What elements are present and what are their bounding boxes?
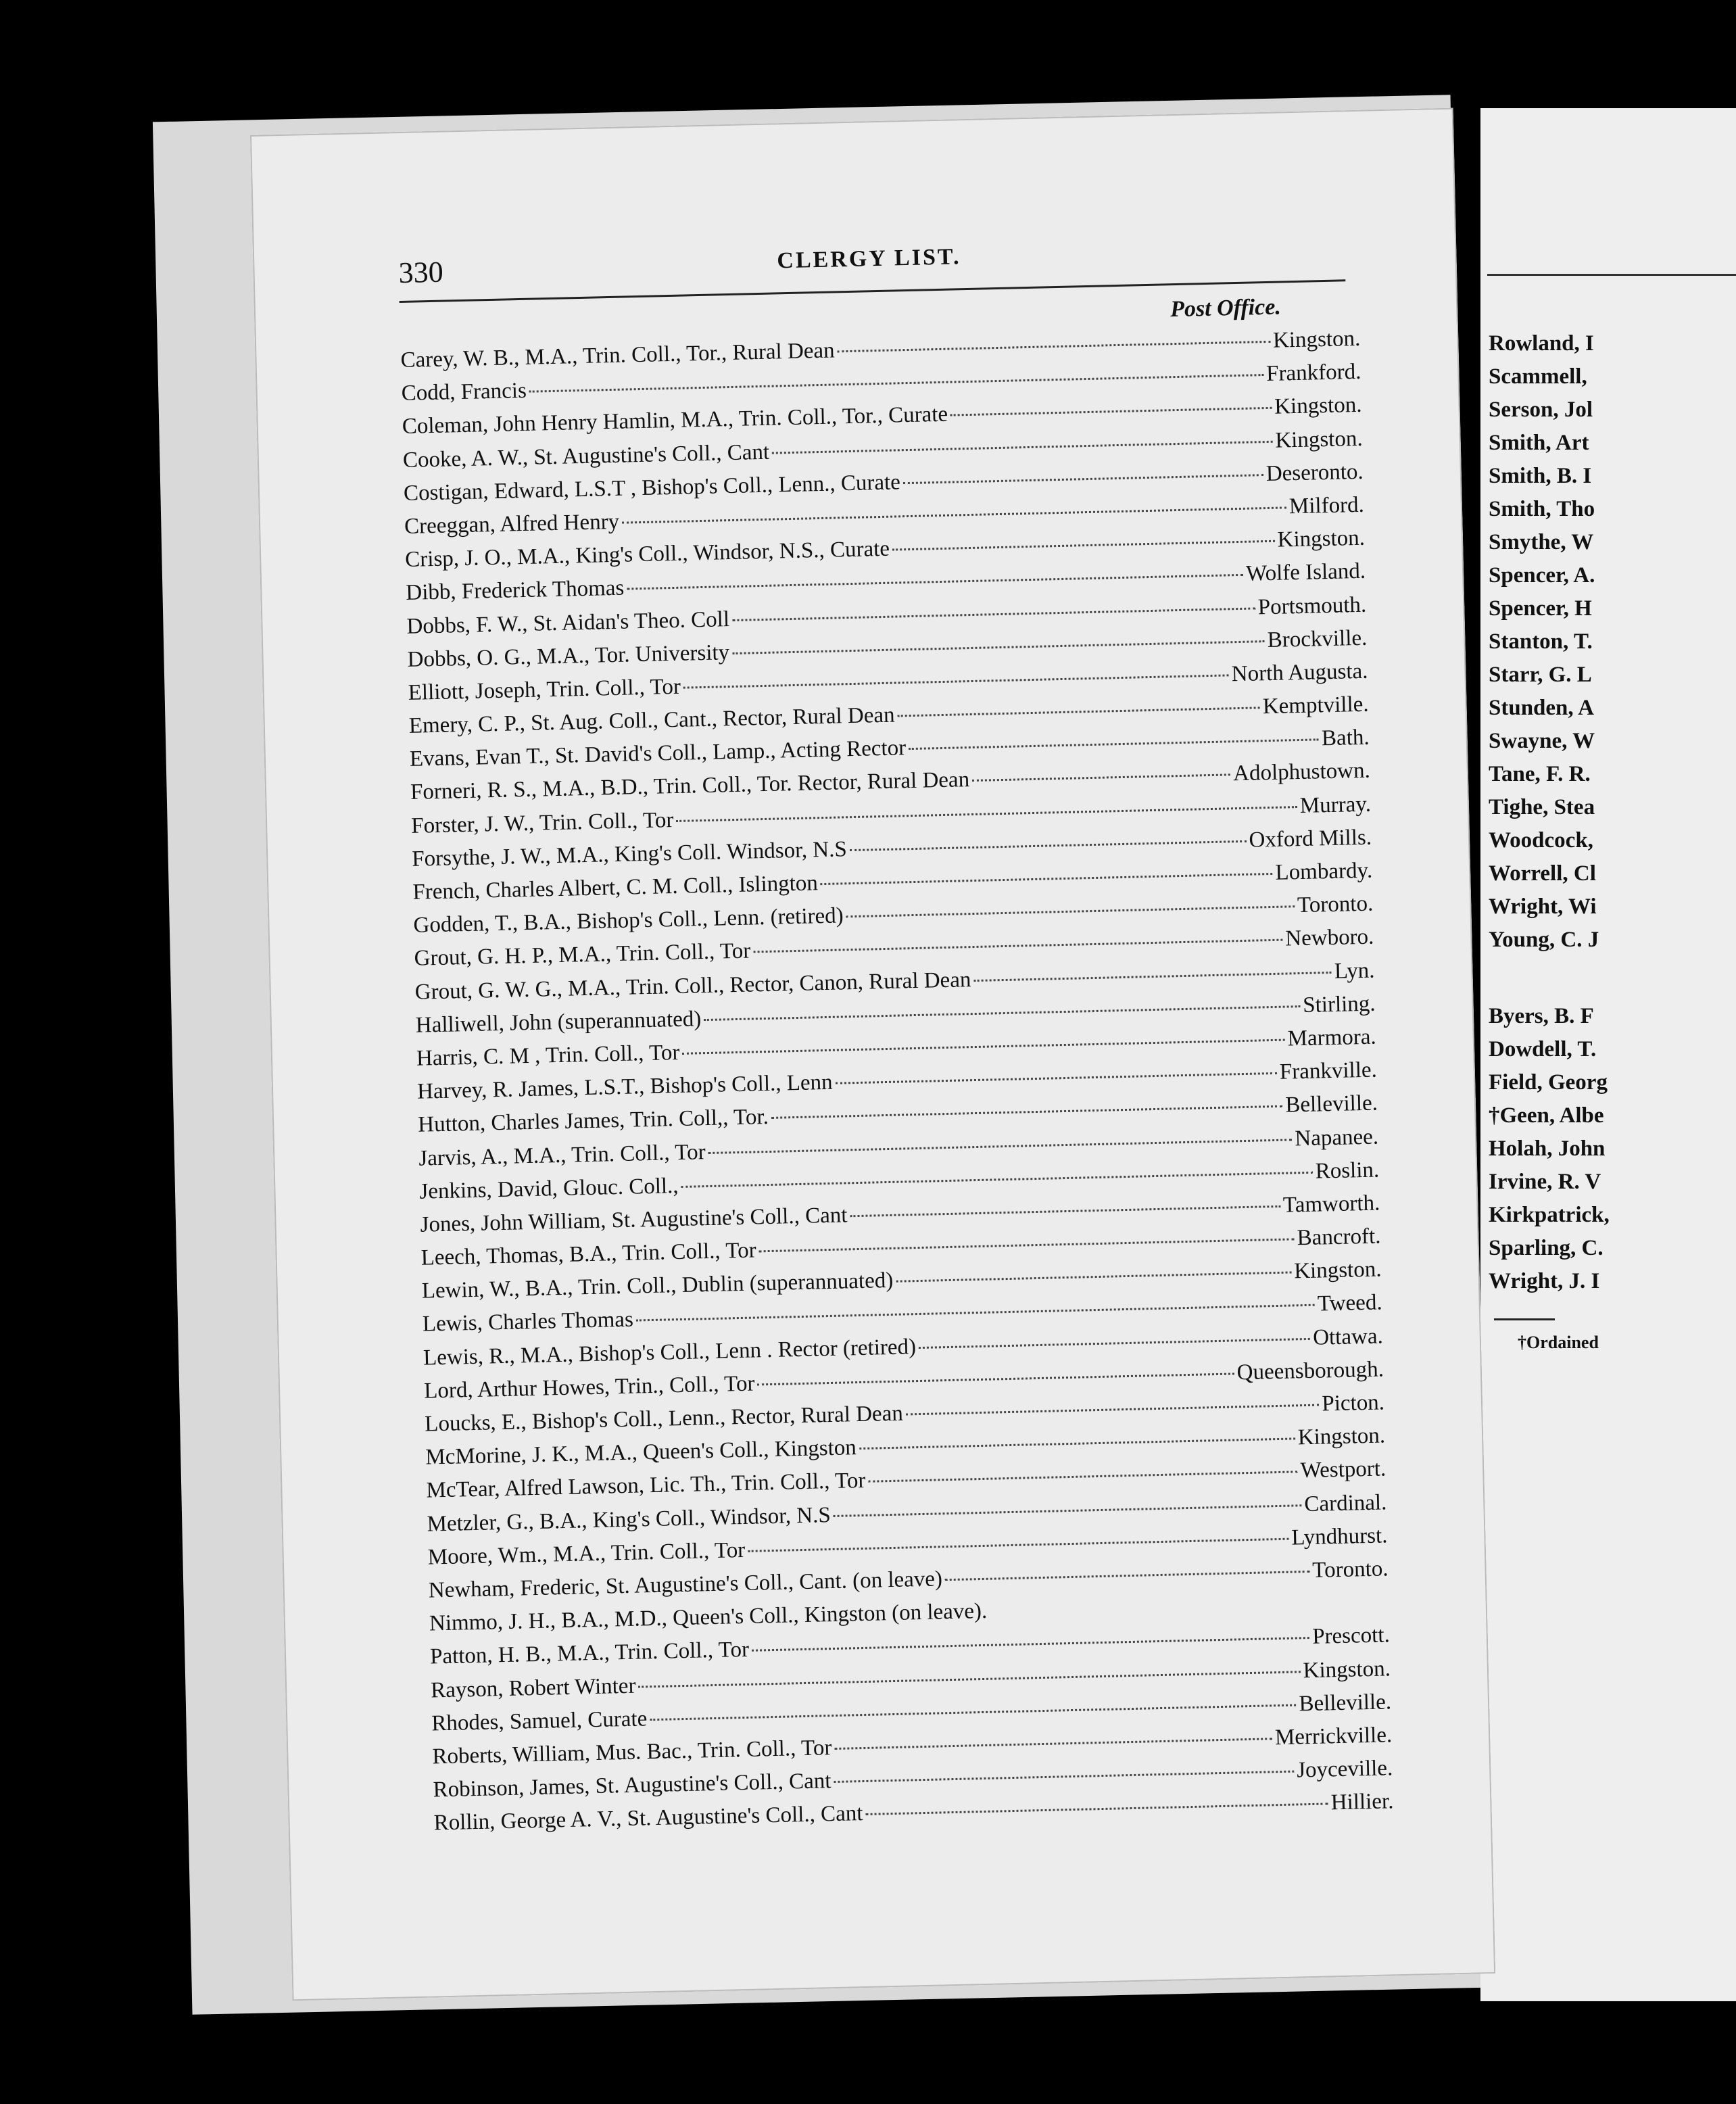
dot-leader	[909, 739, 1319, 750]
page-title: CLERGY LIST.	[776, 244, 961, 274]
clergy-name: Dobbs, O. G., M.A., Tor. University	[407, 640, 730, 672]
post-office: Marmora.	[1287, 1024, 1377, 1051]
clergy-name: Jenkins, David, Glouc. Coll.,	[419, 1173, 679, 1204]
post-office: Belleville.	[1284, 1091, 1378, 1118]
clergy-name: Dibb, Frederick Thomas	[406, 575, 625, 606]
dot-leader	[892, 540, 1275, 551]
clergy-name: Patton, H. B., M.A., Trin. Coll., Tor	[429, 1637, 750, 1669]
facing-page-entry: Field, Georg	[1489, 1070, 1608, 1095]
facing-page-entry: Stunden, A	[1489, 696, 1594, 720]
facing-page-gap	[1480, 961, 1736, 1004]
dot-leader	[757, 1372, 1234, 1385]
post-office: Stirling.	[1302, 991, 1376, 1018]
post-office: Bancroft.	[1297, 1224, 1381, 1251]
dot-leader	[868, 1471, 1297, 1483]
facing-page-entry: Irvine, R. V	[1489, 1170, 1601, 1194]
post-office: Cardinal.	[1304, 1489, 1387, 1516]
post-office: Joyceville.	[1296, 1756, 1393, 1783]
facing-page-entry: Starr, G. L	[1489, 663, 1592, 687]
dot-leader	[772, 440, 1272, 454]
clergy-name: Leech, Thomas, B.A., Trin. Coll., Tor	[420, 1238, 757, 1270]
dot-leader	[622, 506, 1286, 523]
facing-page-entry: Spencer, H	[1489, 596, 1592, 621]
post-office: Kingston.	[1293, 1257, 1382, 1284]
page-number: 330	[398, 255, 444, 290]
facing-page-entry: Smith, Tho	[1489, 497, 1595, 521]
clergy-name: Elliott, Joseph, Trin. Coll., Tor	[408, 674, 681, 705]
dot-leader	[834, 1771, 1294, 1783]
clergy-name: French, Charles Albert, C. M. Coll., Islington	[412, 871, 819, 905]
clergy-name: Emery, C. P., St. Aug. Coll., Cant., Rector, Rural Dean	[408, 702, 895, 738]
post-office: Brockville.	[1267, 625, 1368, 652]
dot-leader	[682, 1039, 1284, 1055]
post-office: Lyn.	[1334, 958, 1375, 984]
clergy-name: Crisp, J. O., M.A., King's Coll., Windsor, N.S., Curate	[404, 536, 890, 573]
dot-leader	[846, 905, 1295, 917]
clergy-name: Rayson, Robert Winter	[430, 1673, 636, 1703]
dot-leader	[850, 1205, 1280, 1217]
facing-page-entry: Scammell,	[1489, 364, 1587, 389]
post-office: Murray.	[1299, 792, 1372, 818]
post-office: Newboro.	[1284, 924, 1374, 951]
clergy-name: Roberts, William, Mus. Bac., Trin. Coll., Tor	[432, 1735, 832, 1769]
dot-leader	[771, 1105, 1283, 1119]
clergy-name: Robinson, James, St. Augustine's Coll., Cant	[433, 1769, 831, 1802]
dot-leader	[896, 1272, 1291, 1283]
post-office: Kingston.	[1274, 393, 1362, 420]
post-office: Lombardy.	[1275, 858, 1373, 885]
clergy-name: Forneri, R. S., M.A., B.D., Trin. Coll., Tor. Rector, Rural Dean	[410, 767, 970, 805]
post-office: Toronto.	[1297, 891, 1374, 918]
dot-leader	[834, 1738, 1272, 1750]
clergy-name: Grout, G. W. G., M.A., Trin. Coll., Rector, Canon, Rural Dean	[414, 967, 971, 1005]
clergy-name: Carey, W. B., M.A., Trin. Coll., Tor., Rural Dean	[400, 338, 835, 373]
facing-page-entry: Dowdell, T.	[1489, 1037, 1597, 1061]
facing-page-entry: Woodcock,	[1489, 828, 1593, 853]
post-office: North Augusta.	[1231, 659, 1368, 687]
facing-page-entry: Rowland, I	[1489, 331, 1594, 356]
facing-page-entry: Worrell, Cl	[1489, 861, 1596, 886]
facing-page-entry: Swayne, W	[1489, 729, 1595, 753]
facing-page-entry: Sparling, C.	[1489, 1236, 1604, 1260]
dot-leader	[950, 407, 1272, 416]
clergy-name: Rhodes, Samuel, Curate	[431, 1706, 648, 1736]
clergy-name: Newham, Frederic, St. Augustine's Coll., Cant. (on leave)	[428, 1567, 943, 1603]
post-office-column-label: Post Office.	[1170, 294, 1282, 322]
clergy-name: Forster, J. W., Trin. Coll., Tor	[410, 807, 674, 838]
dot-leader	[834, 1504, 1302, 1517]
clergy-name: Rollin, George A. V., St. Augustine's Coll., Cant	[433, 1801, 863, 1836]
dot-leader	[650, 1704, 1296, 1721]
post-office: Picton.	[1321, 1390, 1385, 1416]
clergy-name: Hutton, Charles James, Trin. Coll,, Tor.	[417, 1105, 769, 1138]
post-office: Lyndhurst.	[1291, 1523, 1388, 1550]
dot-leader	[529, 374, 1263, 393]
facing-page-entry: Holah, John	[1489, 1137, 1606, 1161]
dot-leader	[708, 1139, 1293, 1154]
post-office: Frankford.	[1265, 359, 1361, 387]
dot-leader	[836, 1072, 1277, 1084]
clergy-name: Moore, Wm., M.A., Trin. Coll., Tor	[427, 1537, 746, 1570]
facing-page-entry: Wright, J. I	[1489, 1269, 1600, 1293]
clergy-entries	[400, 327, 1394, 1844]
facing-page-entry: Kirkpatrick,	[1489, 1203, 1610, 1227]
dot-leader	[752, 1637, 1309, 1652]
post-office: Tamworth.	[1282, 1191, 1380, 1218]
clergy-name: Costigan, Edward, L.S.T , Bishop's Coll., Lenn., Curate	[403, 470, 901, 506]
clergy-name: Grout, G. H. P., M.A., Trin. Coll., Tor	[414, 938, 751, 972]
dot-leader	[732, 607, 1255, 621]
dot-leader	[753, 939, 1282, 953]
facing-page-footnote: †Ordained	[1518, 1333, 1599, 1352]
post-office: Hillier.	[1330, 1789, 1394, 1815]
clergy-name: Coleman, John Henry Hamlin, M.A., Trin. Coll., Tor., Curate	[402, 402, 948, 439]
post-office: Kingston.	[1272, 326, 1361, 353]
post-office: Prescott.	[1311, 1623, 1391, 1650]
clergy-name: Dobbs, F. W., St. Aidan's Theo. Coll	[406, 606, 730, 639]
facing-page-entry: Smith, B. I	[1489, 464, 1592, 488]
post-office: Deseronto.	[1265, 459, 1364, 486]
post-office: Frankville.	[1279, 1057, 1378, 1084]
clergy-name: Halliwell, John (superannuated)	[415, 1006, 702, 1038]
clergy-name: Lewis, R., M.A., Bishop's Coll., Lenn . Rector (retired)	[423, 1334, 917, 1370]
clergy-name: Harvey, R. James, L.S.T., Bishop's Coll., Lenn	[416, 1070, 833, 1104]
dot-leader	[838, 341, 1270, 353]
clergy-name: Lewis, Charles Thomas	[422, 1308, 634, 1337]
clergy-name: Godden, T., B.A., Bishop's Coll., Lenn. (retired)	[413, 903, 844, 938]
post-office: Kingston.	[1274, 426, 1364, 453]
clergy-list-page	[250, 108, 1495, 2001]
dot-leader	[748, 1537, 1288, 1552]
post-office: Milford.	[1288, 492, 1365, 519]
facing-page-rule	[1487, 274, 1736, 276]
dot-leader	[903, 474, 1263, 484]
post-office: Portsmouth.	[1257, 592, 1367, 619]
post-office: Toronto.	[1311, 1556, 1389, 1583]
clergy-name: Nimmo, J. H., B.A., M.D., Queen's Coll., Kingston (on leave).	[429, 1598, 988, 1636]
facing-page-entry: Young, C. J	[1489, 928, 1599, 952]
dot-leader	[636, 1304, 1315, 1322]
clergy-name: Codd, Francis	[401, 379, 527, 406]
clergy-name: McMorine, J. K., M.A., Queen's Coll., Kingston	[425, 1435, 857, 1470]
facing-page-entry: †Geen, Albe	[1489, 1103, 1604, 1128]
dot-leader	[945, 1571, 1309, 1581]
post-office: Wolfe Island.	[1245, 559, 1366, 587]
post-office: Kingston.	[1297, 1423, 1386, 1450]
post-office: Kemptville.	[1262, 692, 1369, 719]
facing-page-entry: Smith, Art	[1489, 431, 1589, 455]
dot-leader	[676, 806, 1297, 822]
dot-leader	[759, 1238, 1295, 1252]
dot-leader	[865, 1803, 1328, 1816]
post-office: Roslin.	[1315, 1157, 1380, 1184]
facing-page-entry: Byers, B. F	[1489, 1004, 1594, 1028]
dot-leader	[732, 640, 1265, 654]
dot-leader	[638, 1671, 1300, 1688]
dot-leader	[681, 1171, 1313, 1187]
clergy-name: Metzler, G., B.A., King's Coll., Windsor, N.S	[427, 1502, 831, 1537]
dot-leader	[906, 1404, 1320, 1416]
post-office: Oxford Mills.	[1249, 825, 1372, 853]
clergy-name: Lewin, W., B.A., Trin. Coll., Dublin (superannuated)	[421, 1268, 894, 1304]
clergy-name: Cooke, A. W., St. Augustine's Coll., Cant	[402, 439, 770, 473]
post-office: Merrickville.	[1274, 1723, 1393, 1750]
post-office: Tweed.	[1317, 1290, 1383, 1317]
post-office: Napanee.	[1294, 1124, 1379, 1151]
clergy-name: Jones, John William, St. Augustine's Coll., Cant	[420, 1203, 848, 1237]
clergy-name: Jarvis, A., M.A., Trin. Coll., Tor	[418, 1139, 706, 1171]
page-header	[398, 229, 1345, 297]
footnote-rule	[1494, 1318, 1555, 1320]
clergy-name: Creeggan, Alfred Henry	[404, 509, 620, 539]
facing-page-entry: Tighe, Stea	[1489, 795, 1595, 819]
dot-leader	[972, 774, 1230, 782]
dot-leader	[850, 840, 1247, 851]
facing-page-entry: Stanton, T.	[1489, 629, 1593, 654]
facing-page-entry: Smythe, W	[1489, 530, 1594, 554]
post-office: Queensborough.	[1236, 1357, 1384, 1385]
dot-leader	[821, 873, 1273, 885]
dot-leader	[898, 707, 1260, 717]
post-office: Bath.	[1321, 725, 1370, 751]
dot-leader	[704, 1005, 1300, 1021]
clergy-name: Forsythe, J. W., M.A., King's Coll. Windsor, N.S	[411, 837, 848, 871]
post-office: Belleville.	[1299, 1689, 1392, 1717]
clergy-name: Harris, C. M , Trin. Coll., Tor	[416, 1040, 680, 1071]
post-office: Kingston.	[1277, 525, 1366, 552]
facing-page-entries	[1480, 331, 1736, 1353]
dot-leader	[683, 674, 1229, 688]
clergy-name: Evans, Evan T., St. David's Coll., Lamp., Acting Rector	[409, 736, 907, 772]
clergy-name: Lord, Arthur Howes, Trin., Coll., Tor	[423, 1371, 755, 1404]
dot-leader	[627, 574, 1243, 590]
post-office: Westport.	[1300, 1456, 1387, 1483]
facing-page-entry: Spencer, A.	[1489, 563, 1595, 588]
post-office: Kingston.	[1303, 1656, 1391, 1683]
facing-page-entry: Serson, Jol	[1489, 398, 1593, 422]
facing-page-entry: Wright, Wi	[1489, 894, 1597, 919]
dot-leader	[859, 1438, 1295, 1450]
clergy-name: Loucks, E., Bishop's Coll., Lenn., Rector, Rural Dean	[424, 1401, 904, 1437]
post-office: Ottawa.	[1312, 1324, 1384, 1350]
clergy-name: McTear, Alfred Lawson, Lic. Th., Trin. Coll., Tor	[426, 1468, 866, 1503]
facing-page-entry: Tane, F. R.	[1489, 762, 1591, 786]
dot-leader	[973, 972, 1332, 982]
post-office: Adolphustown.	[1232, 759, 1371, 786]
dot-leader	[919, 1338, 1310, 1349]
